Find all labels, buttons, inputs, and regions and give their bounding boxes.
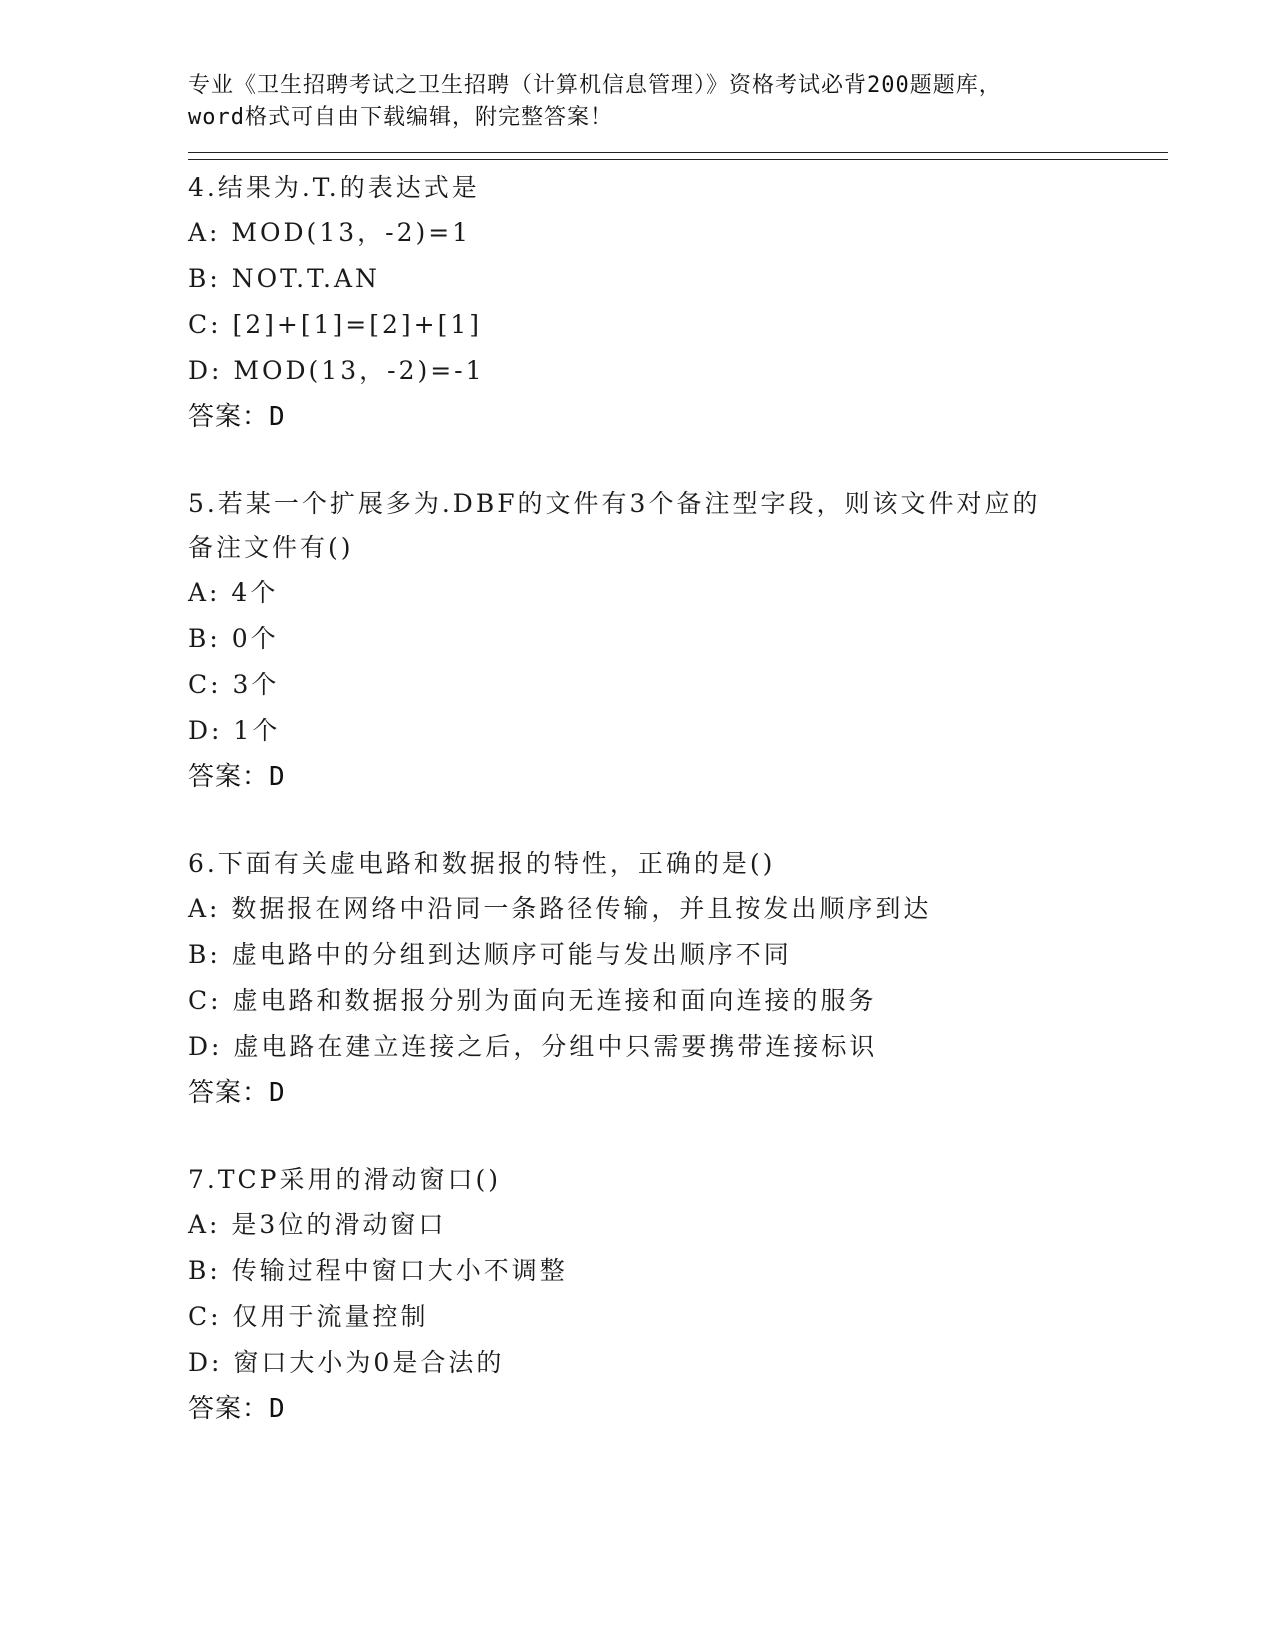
option-d: D: 1个 xyxy=(188,716,281,745)
option-c: C: [2]+[1]=[2]+[1] xyxy=(188,310,482,339)
question-stem: 6.下面有关虚电路和数据报的特性，正确的是() xyxy=(188,849,776,878)
option-c: C: 3个 xyxy=(188,670,280,699)
option-d: D: 虚电路在建立连接之后，分组中只需要携带连接标识 xyxy=(188,1032,878,1061)
option-d: D: 窗口大小为0是合法的 xyxy=(188,1348,505,1377)
header-line-2: word格式可自由下载编辑，附完整答案！ xyxy=(188,105,613,130)
option-d: D: MOD(13，-2)=-1 xyxy=(188,356,485,385)
option-b: B: 0个 xyxy=(188,624,279,653)
question-stem: 5.若某一个扩展多为.DBF的文件有3个备注型字段，则该文件对应的备注文件有() xyxy=(188,489,1041,562)
option-b: B: 虚电路中的分组到达顺序可能与发出顺序不同 xyxy=(188,940,792,969)
spacer xyxy=(188,440,1168,482)
answer-line: 答案：D xyxy=(188,1078,286,1108)
option-b: B: NOT.T.AN xyxy=(188,264,380,293)
header-double-rule xyxy=(188,152,1168,160)
option-c: C: 虚电路和数据报分别为面向无连接和面向连接的服务 xyxy=(188,986,877,1015)
option-a: A: 数据报在网络中沿同一条路径传输，并且按发出顺序到达 xyxy=(188,894,932,923)
question-stem: 4.结果为.T.的表达式是 xyxy=(188,173,480,202)
option-a: A: MOD(13，-2)=1 xyxy=(188,218,472,247)
header-line-1: 专业《卫生招聘考试之卫生招聘（计算机信息管理）》资格考试必背200题题库， xyxy=(188,73,1002,98)
question-7 xyxy=(188,1158,1168,1432)
question-5 xyxy=(188,482,1168,800)
spacer xyxy=(188,1116,1168,1158)
option-a: A: 4个 xyxy=(188,578,279,607)
option-a: A: 是3位的滑动窗口 xyxy=(188,1210,447,1239)
answer-line: 答案：D xyxy=(188,402,286,432)
answer-line: 答案：D xyxy=(188,1394,286,1424)
option-c: C: 仅用于流量控制 xyxy=(188,1302,429,1331)
question-6 xyxy=(188,842,1168,1116)
option-b: B: 传输过程中窗口大小不调整 xyxy=(188,1256,568,1285)
spacer xyxy=(188,800,1168,842)
question-4 xyxy=(188,166,1168,440)
question-stem: 7.TCP采用的滑动窗口() xyxy=(188,1165,501,1194)
document-page xyxy=(188,70,1168,1432)
document-header xyxy=(188,70,1168,134)
answer-line: 答案：D xyxy=(188,762,286,792)
